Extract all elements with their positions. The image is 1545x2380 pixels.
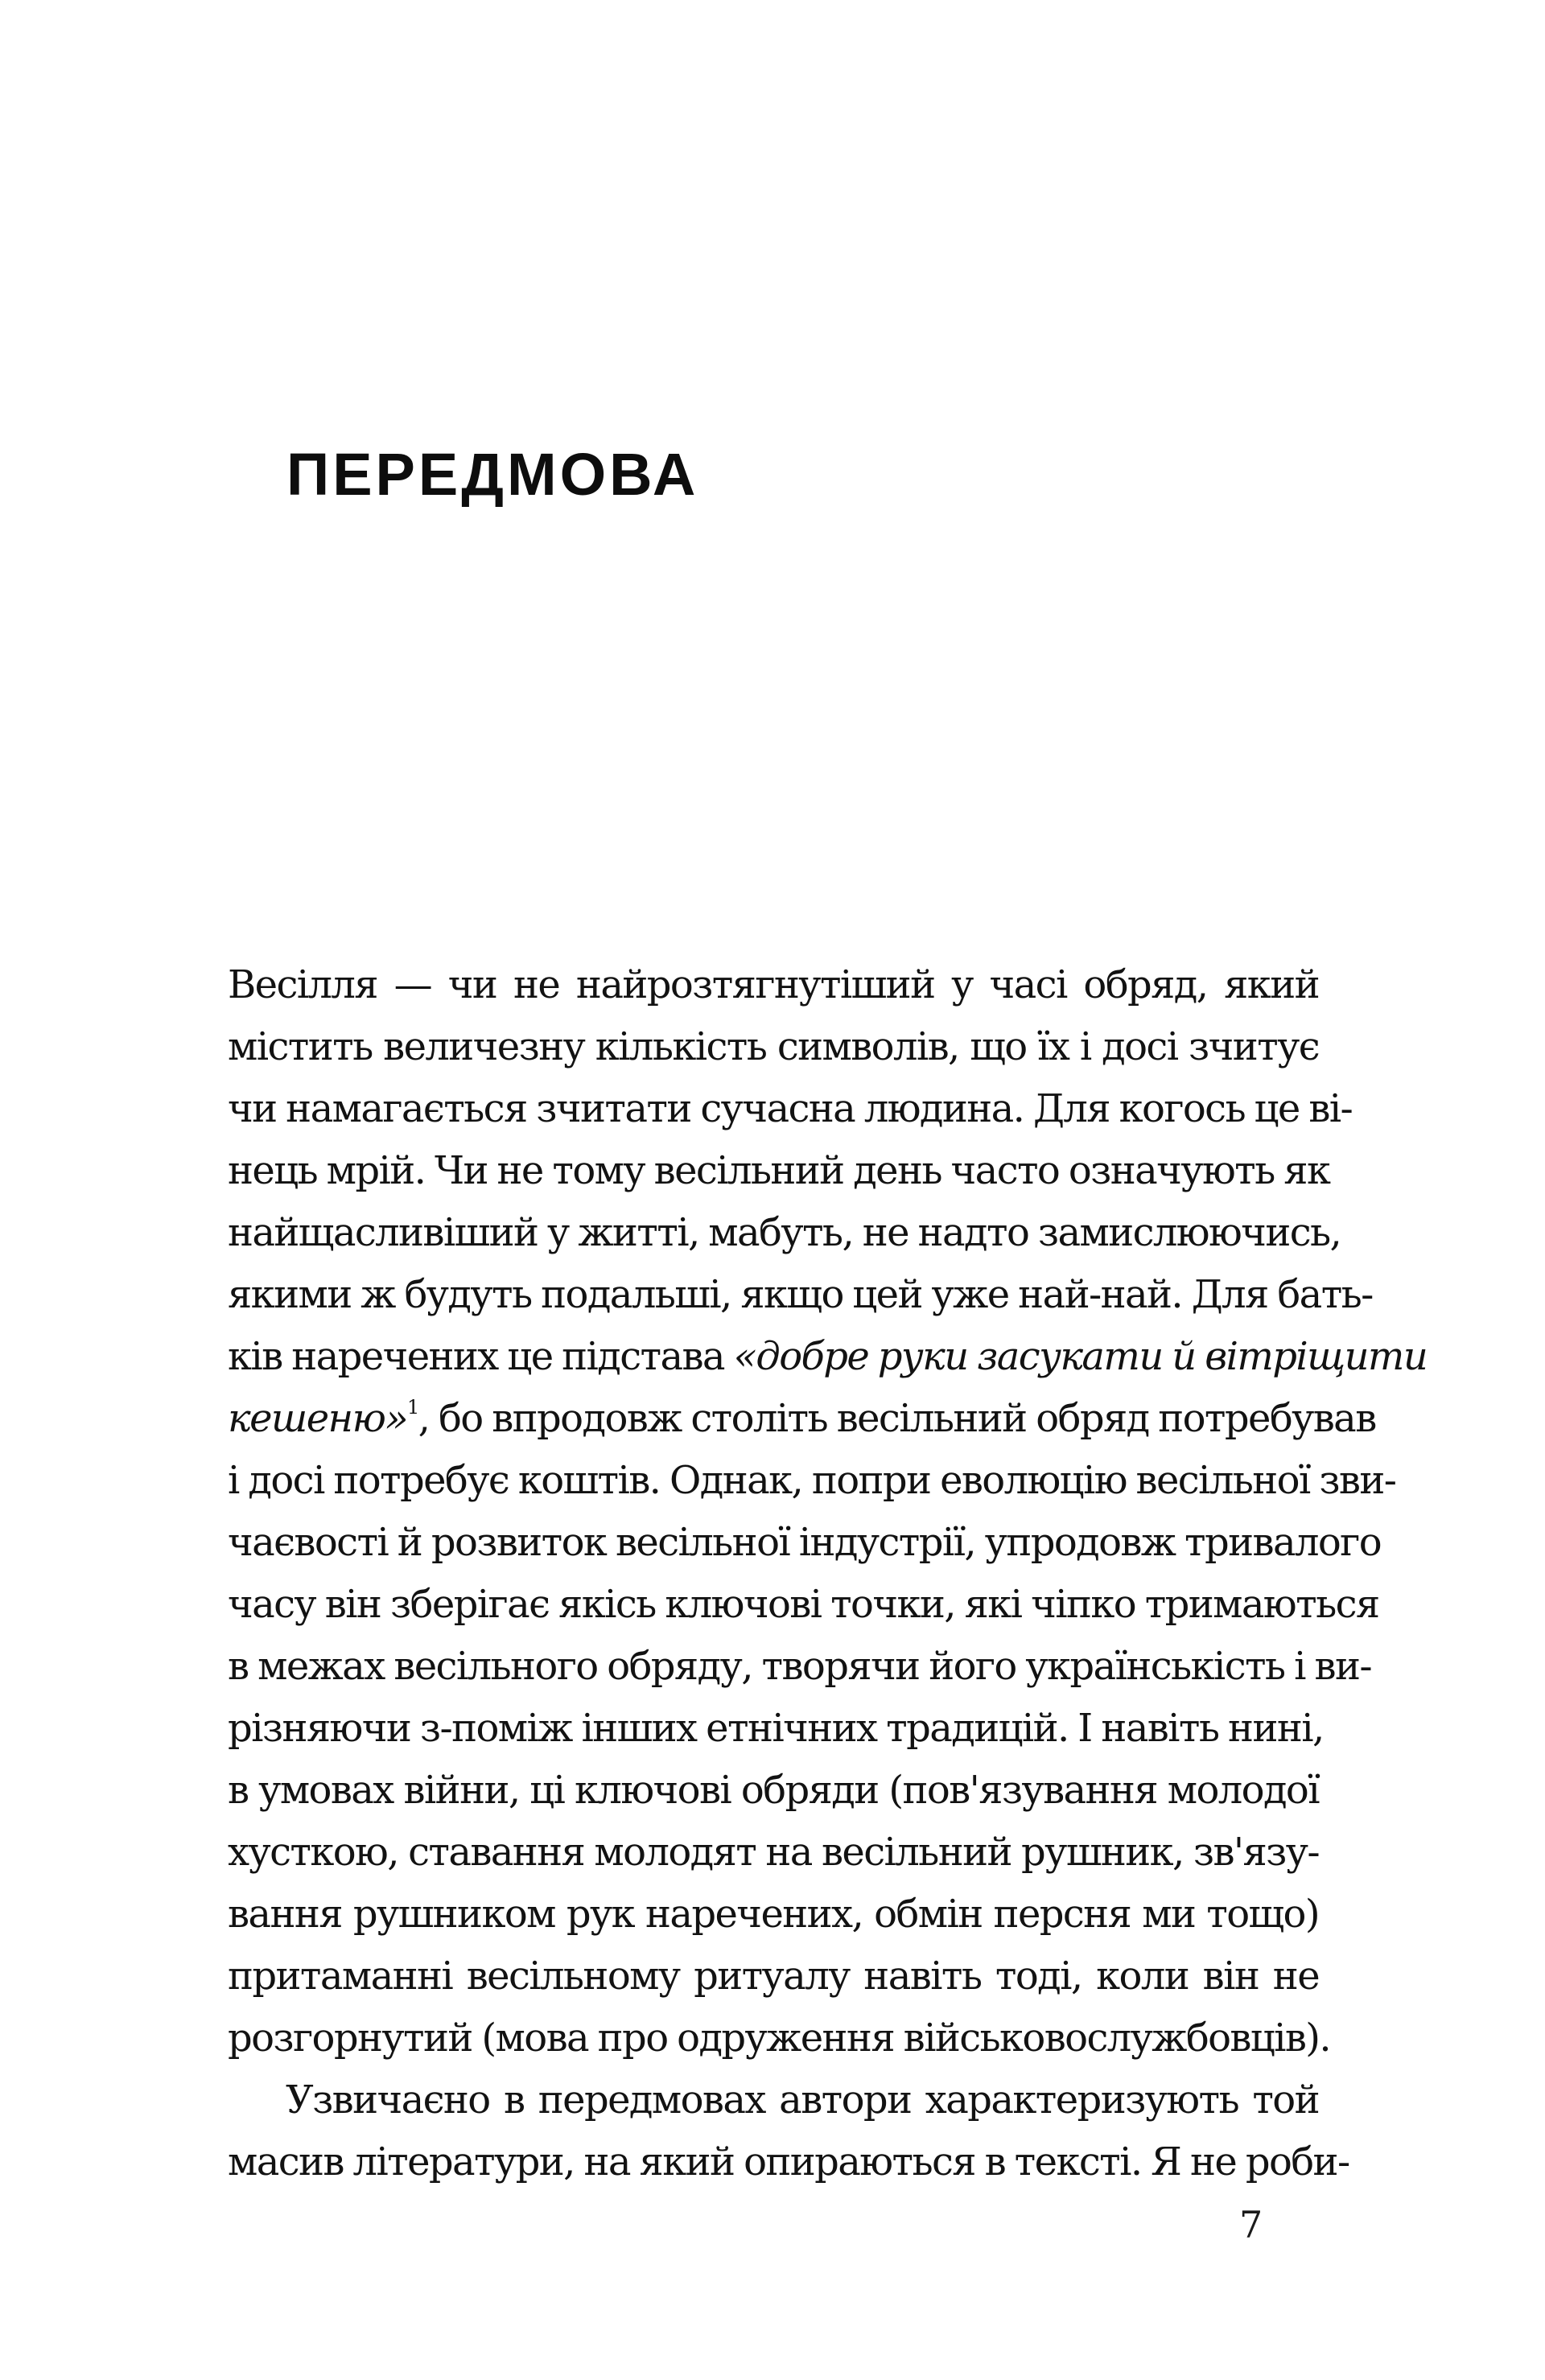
text-line	[228, 1326, 1428, 1388]
paragraph-2	[228, 2069, 1349, 2193]
text-line: в умовах війни, ці ключові обряди (пов'язування молодої	[228, 1768, 1319, 1813]
text-line: притаманні весільному ритуалу навіть тоді, коли він не	[228, 1954, 1319, 1999]
text-line	[228, 1388, 1376, 1450]
text-line: нець мрій. Чи не тому весільний день часто означують як	[228, 1148, 1330, 1193]
body-text	[228, 954, 1428, 2193]
text-line: різняючи з-поміж інших етнічних традицій. І навіть нині,	[228, 1706, 1324, 1751]
page-title: ПЕРЕДМОВА	[286, 441, 699, 508]
text-line: найщасливіший у житті, мабуть, не надто замислюючись,	[228, 1210, 1341, 1255]
italic-quote: «добре руки засукати й вітріщити	[733, 1334, 1428, 1379]
text-line: Весілля — чи не найрозтягнутіший у часі обряд, який	[228, 962, 1319, 1007]
text-line: якими ж будуть подальші, якщо цей уже най-най. Для бать-	[228, 1272, 1373, 1317]
paragraph-1	[228, 954, 1428, 2069]
text-line: масив літератури, на який опираються в тексті. Я не роби-	[228, 2139, 1349, 2184]
text-line: чи намагається зчитати сучасна людина. Для когось це ві-	[228, 1086, 1353, 1131]
italic-quote: кешеню»	[228, 1396, 407, 1441]
text-run: ків наречених це підстава	[228, 1334, 734, 1379]
text-line: вання рушником рук наречених, обмін персня ми тощо)	[228, 1892, 1319, 1937]
text-line: розгорнутий (мова про одруження військовослужбовців).	[228, 2016, 1331, 2061]
text-line: і досі потребує коштів. Однак, попри еволюцію весільної зви-	[228, 1458, 1396, 1503]
text-line: хусткою, ставання молодят на весільний рушник, зв'язу-	[228, 1830, 1319, 1875]
footnote-marker[interactable]: 1	[407, 1396, 418, 1419]
page-number: 7	[1239, 2203, 1263, 2246]
text-run: , бо впродовж століть весільний обряд потребував	[418, 1396, 1376, 1441]
text-line: Узвичаєно в передмовах автори характеризують той	[286, 2077, 1319, 2123]
text-line: містить величезну кількість символів, що їх і досі зчитує	[228, 1024, 1319, 1069]
text-line: в межах весільного обряду, творячи його українськість і ви-	[228, 1644, 1371, 1689]
text-line: чаєвості й розвиток весільної індустрії, упродовж тривалого	[228, 1520, 1381, 1565]
text-line: часу він зберігає якісь ключові точки, які чіпко тримаються	[228, 1582, 1379, 1627]
